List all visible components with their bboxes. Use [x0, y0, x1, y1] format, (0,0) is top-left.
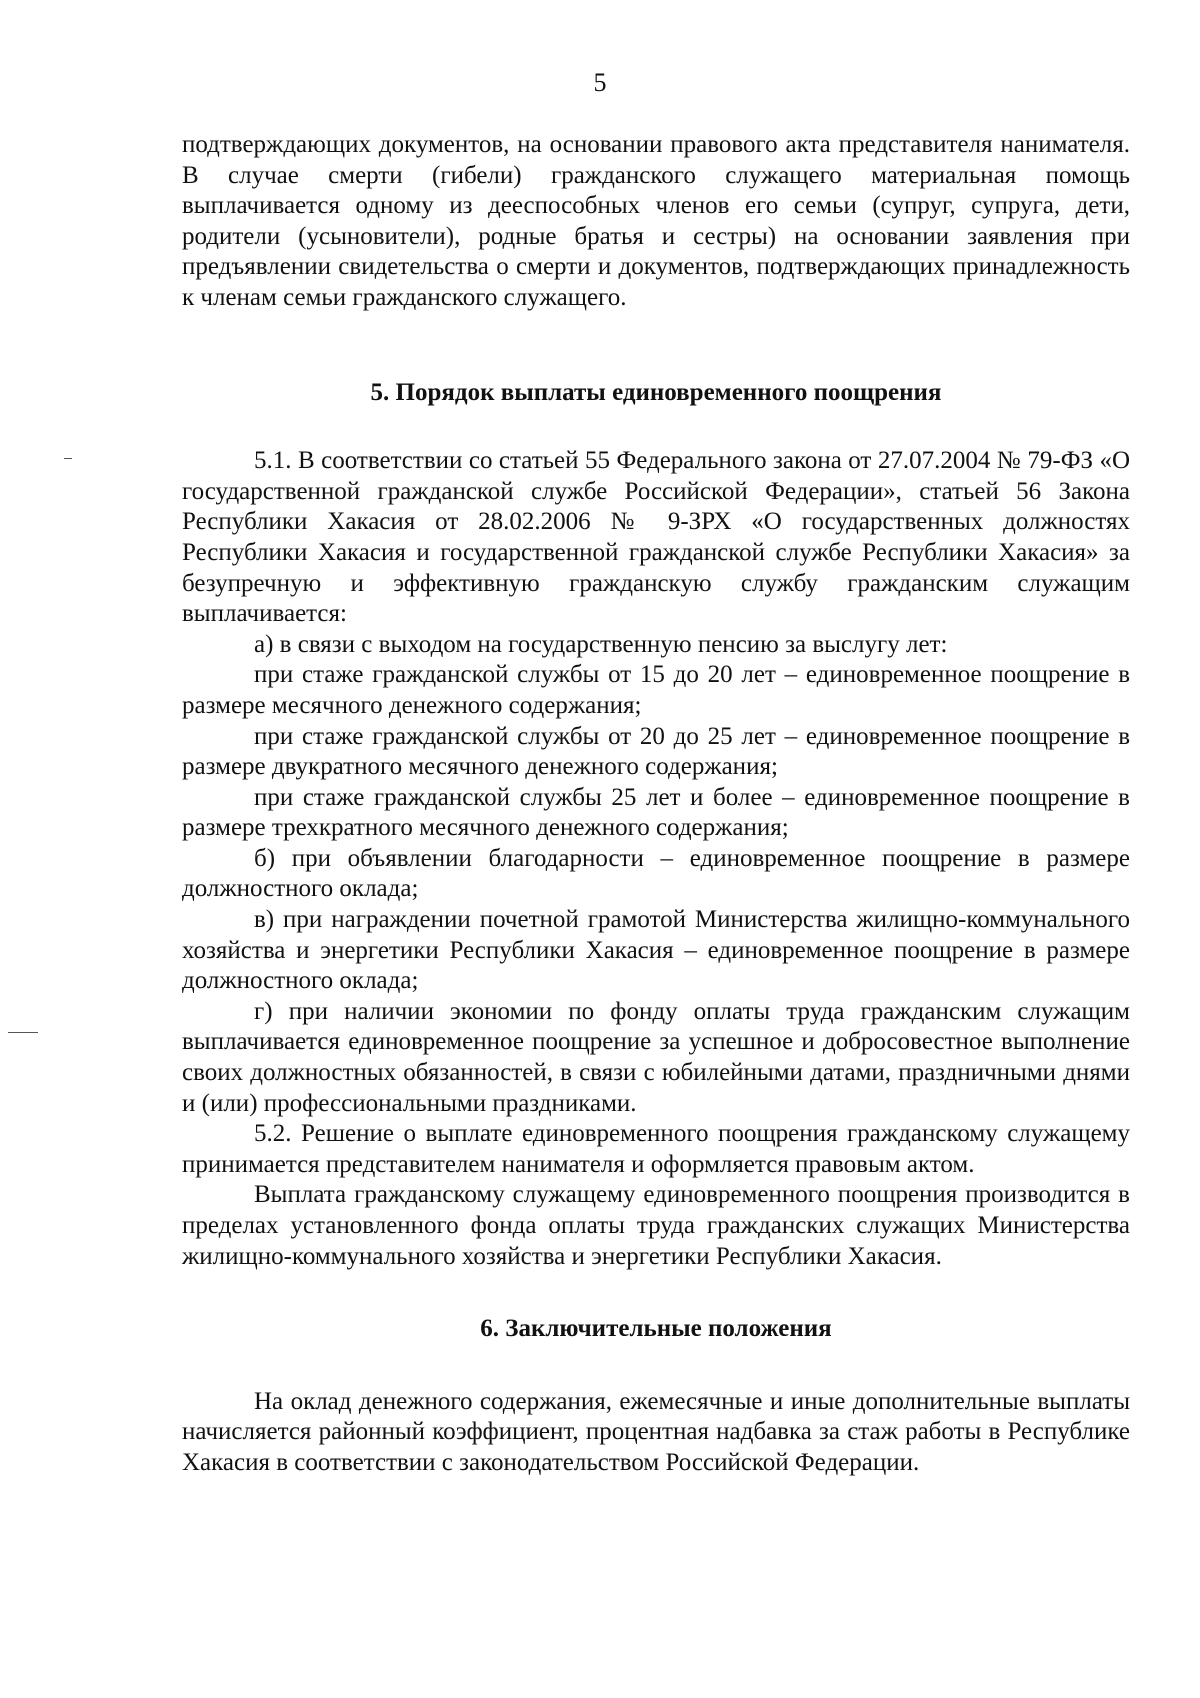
paragraph-5-2: 5.2. Решение о выплате единовременного поощрения гражданскому служащему принимается представителем нанимателя и оформляется правовым актом. — [182, 1120, 1130, 1178]
item-a-3: при стаже гражданской службы 25 лет и более – единовременное поощрение в размере трехкратного месячного денежного содержания; — [182, 783, 1130, 842]
item-g: г) при наличии экономии по фонду оплаты труда гражданским служащим выплачивается единовременное поощрение за успешное и добросовестное выполнение своих должностных обязанностей, в связи с юбилейными датами, праздничными днями и (или) профессиональными праздниками. — [182, 997, 1130, 1117]
page-number: 5 — [593, 68, 607, 97]
final-paragraph: На оклад денежного содержания, ежемесячные и иные дополнительные выплаты начисляется районный коэффициент, процентная надбавка за стаж работы в Республике Хакасия в соответствии с законодательством Российской Федерации. — [182, 1387, 1130, 1476]
item-b: б) при объявлении благодарности – единовременное поощрение в размере должностного оклада; — [182, 844, 1130, 903]
payment-paragraph: Выплата гражданскому служащему единовременного поощрения производится в пределах установленного фонда оплаты труда гражданских служащих Министерства жилищно-коммунального хозяйства и энергетики Республики Хакасия. — [182, 1181, 1130, 1270]
intro-paragraph: подтверждающих документов, на основании правового акта представителя нанимателя. В случае смерти (гибели) гражданского служащего материальная помощь выплачивается одному из дееспособных членов его семьи (супруг, супруга, дети, родители (усыновители), родные братья и сестры) на основании заявления при предъявлении свидетельства о смерти и документов, подтверждающих принадлежность к членам семьи гражданского служащего. — [182, 131, 1130, 311]
paragraph-5-1: 5.1. В соответствии со статьей 55 Федерального закона от 27.07.2004 № 79-ФЗ «О государственной гражданской службе Российской Федерации», статьей 56 Закона Республики Хакасия от 28.02.2006 № 9-ЗРХ «О государственных должностях Республики Хакасия и государственной гражданской службе Республики Хакасия» за безупречную и эффективную гражданскую службу гражданским служащим выплачивается: — [182, 447, 1130, 628]
section-5-title: 5. Порядок выплаты единовременного поощрения — [370, 378, 942, 406]
item-v: в) при награждении почетной грамотой Министерства жилищно-коммунального хозяйства и энергетики Республики Хакасия – единовременное поощрение в размере должностного оклада; — [182, 906, 1130, 995]
section-6-title: 6. Заключительные положения — [480, 1315, 832, 1343]
scan-mark — [64, 458, 72, 459]
item-a-1: при стаже гражданской службы от 15 до 20 лет – единовременное поощрение в размере месячного денежного содержания; — [182, 661, 1130, 719]
item-a-2: при стаже гражданской службы от 20 до 25 лет – единовременное поощрение в размере двукратного месячного денежного содержания; — [182, 722, 1130, 781]
scan-mark — [8, 1032, 38, 1033]
item-a: а) в связи с выходом на государственную пенсию за выслугу лет: — [254, 630, 948, 658]
document-body — [182, 130, 1130, 1479]
